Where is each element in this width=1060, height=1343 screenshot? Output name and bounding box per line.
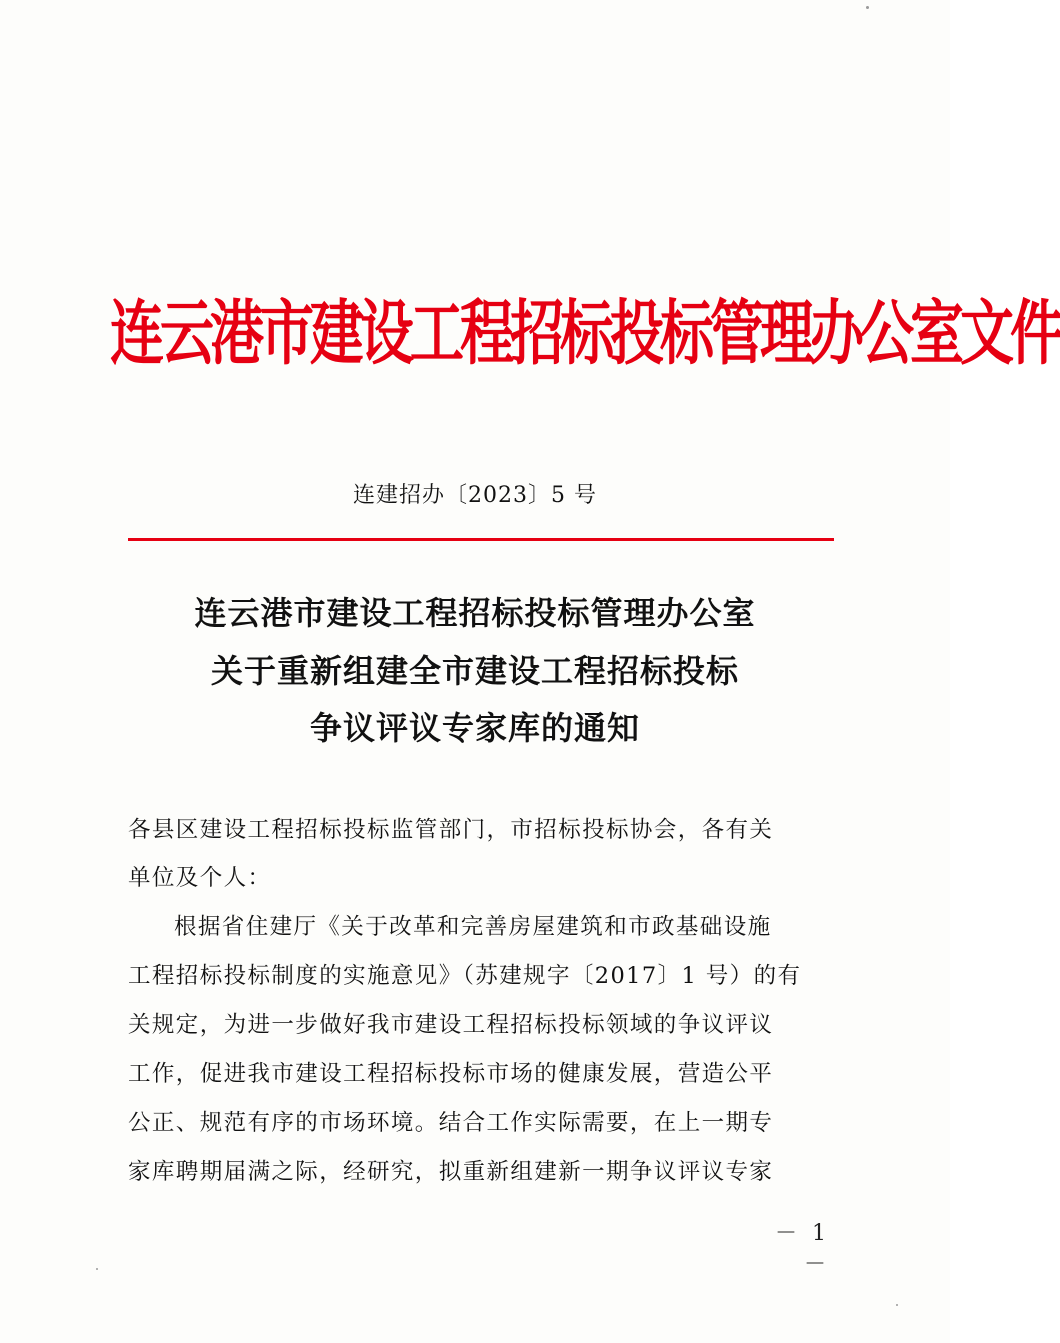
body-line: 工程招标投标制度的实施意见》（苏建规字〔2017〕1 号）的有 [128, 963, 802, 989]
body-line: 根据省住建厅《关于改革和完善房屋建筑和市政基础设施 [174, 914, 772, 940]
scan-speck [96, 1268, 98, 1270]
body-line: 各县区建设工程招标投标监管部门，市招标投标协会，各有关 [128, 817, 774, 843]
body-line: 工作，促进我市建设工程招标投标市场的健康发展，营造公平 [128, 1061, 774, 1087]
red-separator-line [128, 538, 834, 541]
notice-title-line-3: 争议评议专家库的通知 [309, 709, 640, 747]
notice-title-line-1: 连云港市建设工程招标投标管理办公室 [194, 594, 756, 632]
notice-title-line-2: 关于重新组建全市建设工程招标投标 [210, 652, 739, 690]
body-line: 公正、规范有序的市场环境。结合工作实际需要，在上一期专 [128, 1110, 774, 1136]
page-number: － 1 － [775, 1221, 830, 1277]
body-line: 关规定，为进一步做好我市建设工程招标投标领域的争议评议 [128, 1012, 774, 1038]
body-line: 单位及个人： [128, 865, 272, 891]
scan-speck [866, 6, 869, 9]
document-number: 连建招办〔2023〕5 号 [353, 483, 597, 508]
agency-file-header: 连云港市建设工程招标投标管理办公室文件 [110, 292, 1060, 375]
scan-speck [896, 1304, 898, 1306]
body-line: 家库聘期届满之际，经研究，拟重新组建新一期争议评议专家 [128, 1159, 774, 1185]
